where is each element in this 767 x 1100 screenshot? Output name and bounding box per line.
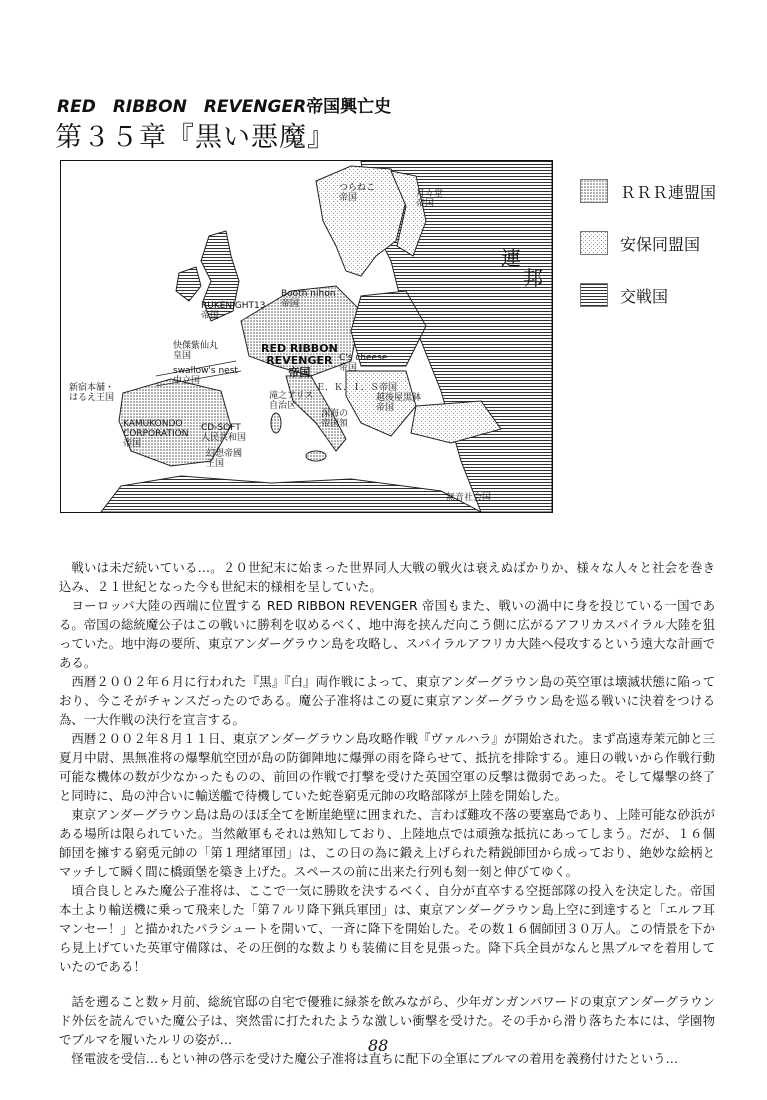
legend-item-anpo bbox=[580, 232, 700, 254]
map-label-swallows: swallow's nest 中立国 bbox=[173, 366, 238, 386]
page-number: 88 bbox=[368, 1036, 389, 1055]
map-label-pointed: 越後屋黒鉢 帝国 bbox=[376, 393, 422, 413]
legend-swatch-lines bbox=[580, 283, 608, 307]
map-label-shinkai: 深海の 帝国領 bbox=[321, 409, 349, 429]
map-label-rengo-2: 邦 bbox=[523, 266, 543, 290]
map-label-tsuraneko: つらねこ 帝国 bbox=[339, 183, 376, 203]
map-label-shinkyu: 新宿本舗・ はるえ王国 bbox=[69, 383, 115, 403]
chapter-title: 第３５章『黒い悪魔』 bbox=[55, 122, 335, 153]
paragraph-3: 西暦２００２年６月に行われた『黒』『白』両作戦によって、東京アンダーグラウン島の英空軍は壊滅状態に陥っており、今こそがチャンスだったのである。魔公子准将はこの夏に東京アンダーグラウン島を巡る戦いに決着をつける為、一大作戦の決行を宣言する。 bbox=[59, 674, 715, 727]
paragraph-1: 戦いは未だ続いている…。２０世紀末に始まった世界同人大戦の戦火は衰えぬばかりか、様々な人々と社会を巻き込み、２１世紀となった今も世紀末的様相を呈していた。 bbox=[59, 560, 715, 594]
map-label-cs-cheese: C's cheese 帝国 bbox=[339, 353, 388, 373]
paragraph-5: 東京アンダーグラウン島は島のほぼ全てを断崖絶壁に囲まれた、言わば難攻不落の要塞島であり、上陸可能な砂浜がある場所は限られていた。当然敵軍もそれは熟知しており、上陸地点では頑強な抵抗にあってしまう。だが、１６個師団を擁する窮兎元帥の「第１理緒軍団」は、この日の為に鍛え上げられた精鋭師団から成っており、絶妙な絵柄とマッチして瞬く間に橋頭堡を築き上げた。スペースの前に出来た行列も刻一刻と伸びてゆく。 bbox=[59, 807, 715, 879]
europe-map bbox=[60, 160, 553, 513]
map-label-rukenight: RUKENIGHT13 帝国 bbox=[201, 301, 266, 321]
series-suffix: 帝国興亡史 bbox=[306, 97, 392, 117]
map-label-kaiketsu: 快傑紫仙丸 皇国 bbox=[173, 341, 219, 361]
map-label-booth: Booth nihon 帝国 bbox=[281, 289, 336, 309]
map-label-kamukondo: KAMUKONDO CORPORATION 帝国 bbox=[123, 419, 189, 449]
paragraph-8: 怪電波を受信…もとい神の啓示を受けた魔公子准将は直ちに配下の全軍にブルマの着用を義務付けたという… bbox=[71, 1051, 679, 1066]
legend-label-anpo: 安保同盟国 bbox=[620, 234, 701, 254]
legend-swatch-grain bbox=[580, 231, 608, 255]
legend-label-rrr: ＲＲＲ連盟国 bbox=[620, 182, 717, 202]
legend-item-rrr bbox=[580, 180, 716, 202]
map-label-chirifu: 滝之アリス 自治区 bbox=[269, 391, 314, 411]
map-label-cd-soft: CD-SOFT 人民共和国 bbox=[201, 423, 247, 443]
map-label-rrr: RED RIBBON REVENGER 帝国 bbox=[261, 342, 338, 379]
series-name: RED RIBBON REVENGER bbox=[57, 97, 307, 117]
map-label-genso: 幻想帝國 王国 bbox=[206, 449, 243, 469]
legend-item-kosen bbox=[580, 284, 668, 306]
series-title bbox=[57, 92, 391, 117]
paragraph-2: ヨーロッパ大陸の西端に位置する RED RIBBON REVENGER 帝国もまた、戦いの渦中に身を投じている一国である。帝国の総統魔公子はこの戦いに勝利を収めるべく、地中海を挟んだ向こう側に広がるアフリカスパイラル大陸を狙っていた。地中海の要所、東京アンダーグラウン島を攻略し、スパイラルアフリカ大陸へ侵攻するという遠大な計画である。 bbox=[59, 598, 715, 670]
map-graphic bbox=[61, 161, 552, 512]
paragraph-7: 話を遡ること数ヶ月前、総統官邸の自宅で優雅に緑茶を飲みながら、少年ガンガンパワードの東京アンダーグラウンド外伝を読んでいた魔公子は、突然雷に打たれたような激しい衝撃を受けた。その手から滑り落ちた本には、学園物でブルマを履いたルリの姿が… bbox=[59, 994, 715, 1047]
paragraph-6: 頃合良しとみた魔公子准将は、ここで一気に勝敗を決するべく、自分が直卒する空挺部隊の投入を決定した。帝国本土より輸送機に乗って飛来した「第７ルリ降下猟兵軍団」は、東京アンダーグラウン島上空に到達すると「エルフ耳マンセー！」と描かれたパラシュートを開いて、一斉に降下を開始した。その数１６個師団３０万人。この情景を下から見上げていた英軍守備隊は、その圧倒的な数よりも装備に目を見張った。降下兵全員がなんと黒ブルマを着用していたのである！ bbox=[59, 883, 715, 974]
legend-swatch-dots bbox=[580, 179, 608, 203]
legend-label-kosen: 交戦国 bbox=[620, 286, 669, 306]
map-label-eki: Ｅ．Ｋ．Ｉ．Ｓ帝国 bbox=[316, 383, 398, 393]
map-label-rengo-1: 連 bbox=[501, 246, 521, 270]
paragraph-4: 西暦２００２年８月１１日、東京アンダーグラウン島攻略作戦『ヴァルハラ』が開始された。まず高遠寿茉元帥と三夏月中尉、黒無准将の爆撃航空団が島の防御陣地に爆弾の雨を降らせて、抵抗を排除する。連日の戦いから作戦行動可能な機体の数が少なかったものの、前回の作戦で打撃を受けた英国空軍の反撃は微弱であった。そして爆撃の終了と同時に、島の沖合いに輸送艦で待機していた蛇巻窮兎元帥の攻略部隊が上陸を開始した。 bbox=[59, 731, 715, 803]
map-label-muneishi: 無音社会国 bbox=[446, 493, 492, 503]
map-label-upper-right: 月々堂 帝国 bbox=[416, 189, 444, 209]
body-text bbox=[59, 558, 715, 1068]
